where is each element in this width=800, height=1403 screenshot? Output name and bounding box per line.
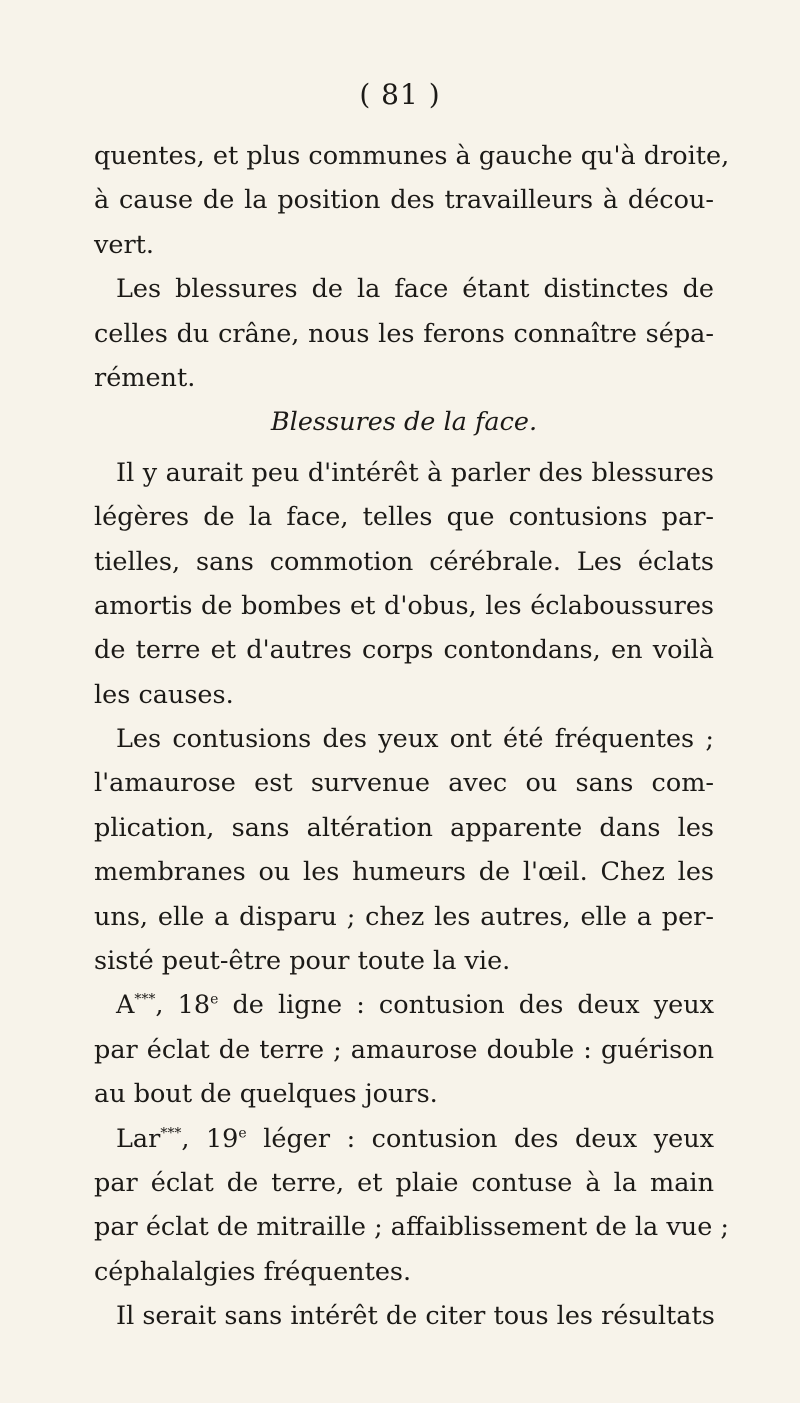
case-lar-rest: léger : contusion des deux yeux	[246, 1123, 714, 1154]
text-line: l'amaurose est survenue avec ou sans com-	[94, 768, 714, 799]
text-line: membranes ou les humeurs de l'œil. Chez les	[94, 857, 714, 888]
text-line: plication, sans altération apparente dans les	[94, 812, 714, 843]
text-line: de terre et d'autres corps contondans, en voilà	[94, 635, 714, 666]
text-line: quentes, et plus communes à gauche qu'à droite,	[94, 141, 730, 171]
case-a-rest: de ligne : contusion des deux yeux	[218, 990, 714, 1021]
page-number: ( 81 )	[359, 78, 441, 111]
text-line: amortis de bombes et d'obus, les éclaboussures	[94, 590, 714, 621]
case-lar-first-line: Lar***, 19e léger : contusion des deux yeux	[116, 1123, 714, 1154]
case-lar-ordinal: 19	[205, 1123, 239, 1154]
case-a-stars: ***	[134, 991, 156, 1008]
text-line: par éclat de mitraille ; affaiblissement de la vue ;	[94, 1212, 729, 1243]
case-a-ordinal-suffix: e	[210, 991, 219, 1008]
text-line: vert.	[94, 229, 155, 260]
text-line: légères de la face, telles que contusions par-	[94, 502, 714, 533]
section-heading: Blessures de la face.	[270, 407, 538, 438]
text-line: à cause de la position des travailleurs à décou-	[94, 185, 714, 216]
text-line: celles du crâne, nous les ferons connaître sépa-	[94, 318, 714, 349]
text-line: Les contusions des yeux ont été fréquentes ;	[116, 724, 714, 755]
text-line: Il y aurait peu d'intérêt à parler des blessures	[116, 457, 714, 488]
text-line: céphalalgies fréquentes.	[94, 1256, 412, 1287]
text-line: par éclat de terre, et plaie contuse à la main	[94, 1167, 714, 1198]
text-line: rément.	[94, 362, 196, 393]
text-line: sisté peut-être pour toute la vie.	[94, 946, 511, 977]
case-lar-name: Lar	[116, 1123, 161, 1154]
text-line: les causes.	[94, 679, 234, 710]
case-a-ordinal: 18	[177, 990, 211, 1021]
text-line: Il serait sans intérêt de citer tous les résultats	[116, 1301, 715, 1332]
case-lar-ordinal-suffix: e	[238, 1125, 247, 1142]
case-a-first-line: A***, 18e de ligne : contusion des deux yeux	[116, 990, 714, 1021]
case-lar-stars: ***	[160, 1125, 182, 1142]
text-block	[94, 134, 730, 1339]
text-line: uns, elle a disparu ; chez les autres, elle a per-	[94, 901, 714, 932]
case-a-name: A	[116, 990, 135, 1021]
text-line: au bout de quelques jours.	[94, 1079, 438, 1110]
text-line: Les blessures de la face étant distinctes de	[116, 274, 714, 305]
text-line: par éclat de terre ; amaurose double : guérison	[94, 1034, 714, 1065]
text-line: tielles, sans commotion cérébrale. Les éclats	[94, 546, 714, 577]
